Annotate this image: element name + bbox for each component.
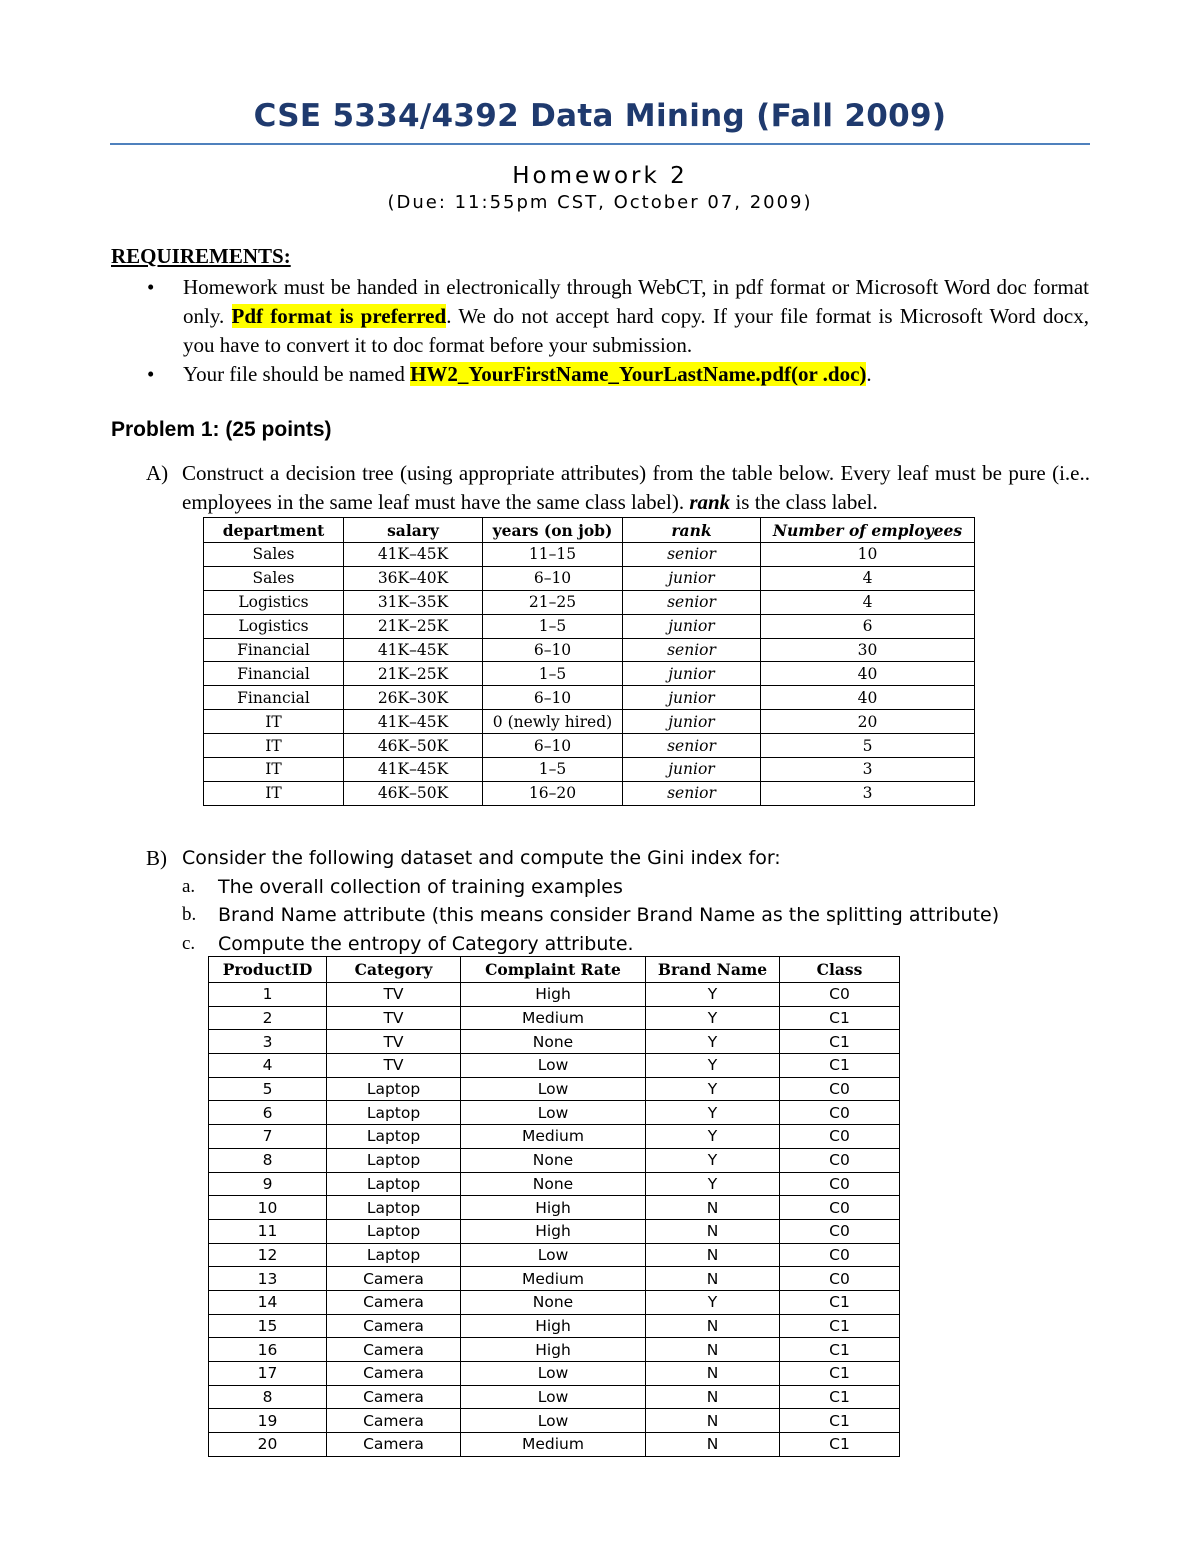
table-cell: senior <box>623 543 761 567</box>
course-title: CSE 5334/4392 Data Mining (Fall 2009) <box>253 98 947 134</box>
table-cell: 10 <box>209 1196 327 1220</box>
table-row <box>209 1433 900 1457</box>
table-cell: C1 <box>780 1030 900 1054</box>
table-cell: Camera <box>327 1409 461 1433</box>
problem-heading: Problem 1: (25 points) <box>111 418 332 441</box>
column-header: ProductID <box>209 957 327 983</box>
table-cell: Sales <box>204 543 344 567</box>
table-cell: C1 <box>780 1006 900 1030</box>
table-cell: TV <box>327 983 461 1007</box>
table-cell: 19 <box>209 1409 327 1433</box>
table-cell: C1 <box>780 1362 900 1386</box>
table-cell: C1 <box>780 1433 900 1457</box>
table-cell: Laptop <box>327 1243 461 1267</box>
requirement-text: . <box>866 362 872 386</box>
table-cell: C1 <box>780 1385 900 1409</box>
table-header-row <box>204 518 975 543</box>
column-header: Category <box>327 957 461 983</box>
table-cell: N <box>646 1314 780 1338</box>
table-cell: Medium <box>461 1433 646 1457</box>
table-cell: 20 <box>209 1433 327 1457</box>
table-cell: Low <box>461 1077 646 1101</box>
table-cell: Sales <box>204 566 344 590</box>
table-cell: IT <box>204 710 344 734</box>
table-row <box>204 590 975 614</box>
table-row <box>209 1077 900 1101</box>
sub-question-marker: b. <box>182 904 197 925</box>
column-header: Class <box>780 957 900 983</box>
table-cell: 11 <box>209 1219 327 1243</box>
table-cell: Y <box>646 1148 780 1172</box>
table-cell: C0 <box>780 1219 900 1243</box>
table-cell: Y <box>646 1077 780 1101</box>
table-cell: 0 (newly hired) <box>483 710 623 734</box>
table-row <box>209 1172 900 1196</box>
table-cell: 11–15 <box>483 543 623 567</box>
bullet-icon: • <box>147 362 155 386</box>
table-cell: C0 <box>780 1172 900 1196</box>
table-cell: Low <box>461 1101 646 1125</box>
question-a <box>146 459 1090 517</box>
table-row <box>209 1219 900 1243</box>
table-cell: 14 <box>209 1290 327 1314</box>
table-cell: IT <box>204 734 344 758</box>
table-cell: None <box>461 1172 646 1196</box>
title-rule <box>110 143 1090 145</box>
table-cell: junior <box>623 566 761 590</box>
table-cell: 46K–50K <box>344 781 483 805</box>
table-cell: 16 <box>209 1338 327 1362</box>
table-cell: Y <box>646 1290 780 1314</box>
sub-question-text: The overall collection of training examples <box>218 875 623 898</box>
sub-question <box>182 930 1090 959</box>
table-row <box>209 1338 900 1362</box>
sub-question-text: Brand Name attribute (this means consider Brand Name as the splitting attribute) <box>218 904 1000 926</box>
table-cell: N <box>646 1196 780 1220</box>
table-cell: Y <box>646 1030 780 1054</box>
table-cell: C1 <box>780 1314 900 1338</box>
table-cell: junior <box>623 758 761 782</box>
table-cell: 40 <box>761 662 975 686</box>
table-row <box>209 1054 900 1078</box>
column-header: salary <box>344 518 483 543</box>
bullet-icon: • <box>147 275 155 299</box>
sub-question <box>182 873 1090 902</box>
table-cell: Logistics <box>204 614 344 638</box>
table-cell: 41K–45K <box>344 638 483 662</box>
table-cell: 4 <box>761 590 975 614</box>
table-cell: Financial <box>204 686 344 710</box>
table-cell: High <box>461 1338 646 1362</box>
table-cell: Laptop <box>327 1172 461 1196</box>
table-cell: 6–10 <box>483 566 623 590</box>
table-cell: High <box>461 1196 646 1220</box>
table-row <box>204 566 975 590</box>
table-cell: High <box>461 983 646 1007</box>
table-row <box>204 686 975 710</box>
homework-title: Homework 2 <box>512 163 688 189</box>
table-cell: junior <box>623 614 761 638</box>
table-cell: 16–20 <box>483 781 623 805</box>
table-cell: Medium <box>461 1125 646 1149</box>
question-text-part: Construct a decision tree (using appropriate attributes) from the table below. Every leaf must be pure (i.e.. employees in the same leaf must have the same class label). <box>182 461 1090 514</box>
table-cell: N <box>646 1409 780 1433</box>
employee-table <box>203 517 975 806</box>
table-cell: N <box>646 1362 780 1386</box>
question-label: A) <box>146 461 169 485</box>
table-cell: 3 <box>761 758 975 782</box>
table-cell: senior <box>623 590 761 614</box>
requirement-item <box>111 273 1089 360</box>
table-cell: 40 <box>761 686 975 710</box>
table-cell: TV <box>327 1054 461 1078</box>
table-cell: 21K–25K <box>344 614 483 638</box>
table-cell: N <box>646 1433 780 1457</box>
table-cell: C0 <box>780 983 900 1007</box>
table-row <box>209 1314 900 1338</box>
table-cell: 6–10 <box>483 638 623 662</box>
table-row <box>209 1006 900 1030</box>
requirement-text: Homework must be handed in electronically through WebCT, in pdf format or Microsoft Word doc format only. <box>183 275 1089 328</box>
table-row <box>209 1148 900 1172</box>
table-cell: C1 <box>780 1290 900 1314</box>
table-cell: 9 <box>209 1172 327 1196</box>
table-cell: senior <box>623 734 761 758</box>
table-cell: junior <box>623 662 761 686</box>
table-cell: 8 <box>209 1148 327 1172</box>
table-row <box>209 1290 900 1314</box>
sub-question <box>182 901 1090 930</box>
highlighted-text: Pdf format is preferred <box>231 304 447 328</box>
requirement-text: Your file should be named <box>183 362 411 386</box>
table-cell: 41K–45K <box>344 543 483 567</box>
question-text-part: is the class label. <box>730 490 878 514</box>
table-cell: Laptop <box>327 1125 461 1149</box>
table-cell: Medium <box>461 1267 646 1291</box>
table-row <box>209 1267 900 1291</box>
column-header: Complaint Rate <box>461 957 646 983</box>
table-cell: C0 <box>780 1196 900 1220</box>
table-cell: 4 <box>209 1054 327 1078</box>
table-cell: C0 <box>780 1077 900 1101</box>
table-row <box>204 662 975 686</box>
table-cell: junior <box>623 710 761 734</box>
table-cell: C0 <box>780 1267 900 1291</box>
table-cell: 41K–45K <box>344 758 483 782</box>
table-cell: None <box>461 1030 646 1054</box>
sub-question-text: Compute the entropy of Category attribute. <box>218 932 634 955</box>
table-cell: 6 <box>761 614 975 638</box>
table-cell: Camera <box>327 1314 461 1338</box>
table-cell: IT <box>204 781 344 805</box>
table-cell: 6 <box>209 1101 327 1125</box>
table-cell: Camera <box>327 1267 461 1291</box>
table-row <box>204 543 975 567</box>
table-cell: High <box>461 1314 646 1338</box>
column-header: department <box>204 518 344 543</box>
table-cell: None <box>461 1290 646 1314</box>
table-cell: Y <box>646 983 780 1007</box>
table-cell: 10 <box>761 543 975 567</box>
table-row <box>204 781 975 805</box>
table-cell: 31K–35K <box>344 590 483 614</box>
table-cell: N <box>646 1219 780 1243</box>
table-cell: Camera <box>327 1362 461 1386</box>
table-cell: 1 <box>209 983 327 1007</box>
table-cell: 21K–25K <box>344 662 483 686</box>
table-cell: Camera <box>327 1290 461 1314</box>
table-cell: Y <box>646 1101 780 1125</box>
table-cell: Low <box>461 1054 646 1078</box>
table-cell: 21–25 <box>483 590 623 614</box>
table-cell: senior <box>623 781 761 805</box>
requirement-item <box>111 360 1089 389</box>
requirement-text: . We do not accept hard copy. If your file format is Microsoft Word docx, you have to convert it to doc format before your submission. <box>183 304 1089 357</box>
table-cell: senior <box>623 638 761 662</box>
table-cell: 13 <box>209 1267 327 1291</box>
requirements-heading: REQUIREMENTS: <box>111 244 291 268</box>
table-cell: C0 <box>780 1125 900 1149</box>
table-cell: 26K–30K <box>344 686 483 710</box>
table-cell: 7 <box>209 1125 327 1149</box>
table-cell: 6–10 <box>483 686 623 710</box>
table-cell: IT <box>204 758 344 782</box>
table-cell: Laptop <box>327 1148 461 1172</box>
table-cell: Y <box>646 1054 780 1078</box>
question-b <box>146 844 1090 958</box>
table-cell: C0 <box>780 1101 900 1125</box>
table-cell: 15 <box>209 1314 327 1338</box>
table-row <box>204 758 975 782</box>
question-label: B) <box>146 846 167 870</box>
column-header: rank <box>623 518 761 543</box>
table-cell: Medium <box>461 1006 646 1030</box>
table-row <box>209 1362 900 1386</box>
table-row <box>209 983 900 1007</box>
table-cell: Laptop <box>327 1077 461 1101</box>
table-cell: Camera <box>327 1385 461 1409</box>
table-cell: Camera <box>327 1433 461 1457</box>
table-cell: C1 <box>780 1054 900 1078</box>
due-date: (Due: 11:55pm CST, October 07, 2009) <box>387 192 813 213</box>
table-cell: High <box>461 1219 646 1243</box>
table-row <box>209 1385 900 1409</box>
table-cell: 17 <box>209 1362 327 1386</box>
highlighted-filename: HW2_YourFirstName_YourLastName.pdf(or .doc) <box>410 362 867 386</box>
table-cell: 5 <box>209 1077 327 1101</box>
table-cell: Laptop <box>327 1219 461 1243</box>
table-cell: Low <box>461 1243 646 1267</box>
table-cell: 6–10 <box>483 734 623 758</box>
table-row <box>209 1125 900 1149</box>
table-cell: 46K–50K <box>344 734 483 758</box>
table-cell: 3 <box>209 1030 327 1054</box>
column-header: Brand Name <box>646 957 780 983</box>
table-cell: 1–5 <box>483 662 623 686</box>
table-cell: TV <box>327 1030 461 1054</box>
table-cell: C0 <box>780 1148 900 1172</box>
table-cell: 2 <box>209 1006 327 1030</box>
sub-question-marker: a. <box>182 875 196 897</box>
table-row <box>209 1409 900 1433</box>
rank-term: rank <box>689 490 731 514</box>
requirements-list <box>111 273 1089 389</box>
table-cell: Financial <box>204 638 344 662</box>
table-row <box>209 1243 900 1267</box>
table-cell: 5 <box>761 734 975 758</box>
table-cell: 30 <box>761 638 975 662</box>
table-row <box>204 734 975 758</box>
table-cell: 4 <box>761 566 975 590</box>
table-cell: Laptop <box>327 1101 461 1125</box>
table-row <box>204 614 975 638</box>
table-header-row <box>209 957 900 983</box>
table-cell: N <box>646 1267 780 1291</box>
table-cell: N <box>646 1243 780 1267</box>
table-cell: 41K–45K <box>344 710 483 734</box>
question-text <box>182 459 1090 517</box>
table-cell: 8 <box>209 1385 327 1409</box>
table-cell: Logistics <box>204 590 344 614</box>
question-text: Consider the following dataset and compute the Gini index for: <box>182 847 781 869</box>
column-header: Number of employees <box>761 518 975 543</box>
table-cell: Y <box>646 1172 780 1196</box>
sub-question-marker: c. <box>182 932 196 954</box>
table-cell: Y <box>646 1006 780 1030</box>
table-cell: C1 <box>780 1409 900 1433</box>
table-cell: None <box>461 1148 646 1172</box>
table-cell: Low <box>461 1385 646 1409</box>
table-cell: TV <box>327 1006 461 1030</box>
table-cell: C0 <box>780 1243 900 1267</box>
sub-question-list <box>146 873 1090 959</box>
table-cell: Low <box>461 1409 646 1433</box>
table-cell: 12 <box>209 1243 327 1267</box>
table-row <box>209 1196 900 1220</box>
table-cell: 1–5 <box>483 614 623 638</box>
table-cell: N <box>646 1338 780 1362</box>
table-cell: C1 <box>780 1338 900 1362</box>
table-row <box>204 710 975 734</box>
table-cell: Laptop <box>327 1196 461 1220</box>
table-row <box>209 1030 900 1054</box>
table-cell: Y <box>646 1125 780 1149</box>
table-cell: Low <box>461 1362 646 1386</box>
table-cell: 20 <box>761 710 975 734</box>
table-cell: Camera <box>327 1338 461 1362</box>
table-cell: 3 <box>761 781 975 805</box>
column-header: years (on job) <box>483 518 623 543</box>
table-row <box>204 638 975 662</box>
table-cell: junior <box>623 686 761 710</box>
table-cell: N <box>646 1385 780 1409</box>
table-cell: Financial <box>204 662 344 686</box>
table-row <box>209 1101 900 1125</box>
table-cell: 1–5 <box>483 758 623 782</box>
table-cell: 36K–40K <box>344 566 483 590</box>
product-table <box>208 956 900 1457</box>
